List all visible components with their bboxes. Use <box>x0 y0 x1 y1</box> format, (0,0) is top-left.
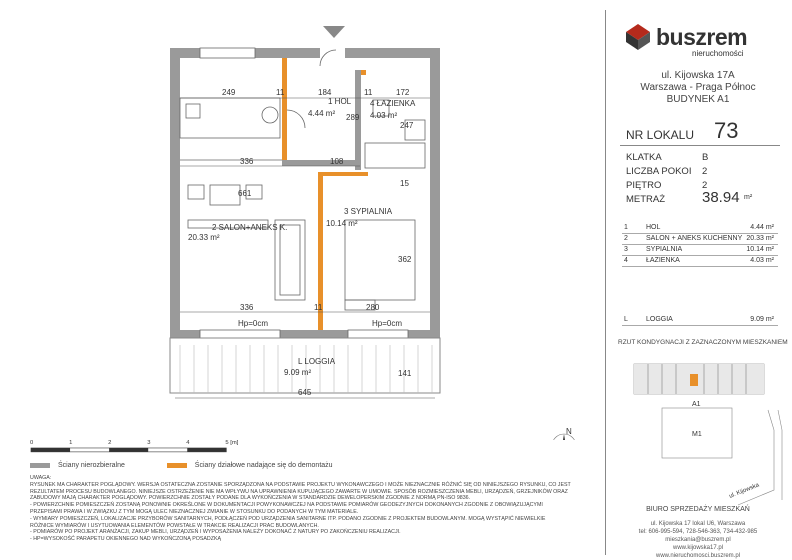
office-title: BIURO SPRZEDAŻY MIESZKAŃ <box>646 506 750 513</box>
address <box>612 70 784 106</box>
notes-line: - HP=WYSOKOŚĆ PARAPETU OKIENNEGO NAD WYKOŃCZONĄ POSADZKĄ <box>30 536 222 543</box>
dim-247: 247 <box>400 121 414 130</box>
room-area: 9.09 m² <box>750 316 774 323</box>
table-row-loggia <box>622 316 778 326</box>
office-web-1: www.kijowska17.pl <box>672 545 724 551</box>
office-email: mieszkania@buszrem.pl <box>665 537 731 543</box>
notes-line: RYSUNEK MA CHARAKTER POGLĄDOWY. WERSJA OSTATECZNA ZOSTANIE SPORZĄDZONA NA PODSTAWIE PROJEKTU WYKONAWCZEGO I MOŻE NIEZNACZNIE RÓŻNIĆ SIĘ OD NINIEJSZEGO RYSUNKU, CO JEST <box>30 481 571 488</box>
scale-tick-3: 3 <box>147 440 151 447</box>
scale-bar <box>30 436 240 458</box>
legend-swatch-gray <box>30 463 50 468</box>
dim-336a: 336 <box>240 157 254 166</box>
dim-645: 645 <box>298 388 312 397</box>
brand-sub: nieruchomości <box>692 49 744 58</box>
label-sypialnia-area: 10.14 m² <box>326 219 358 228</box>
dim-172: 172 <box>396 88 410 97</box>
selected-unit-marker <box>690 374 698 386</box>
notes-line: PRZEPISAMI PRAWA I W ZWIĄZKU Z TYM MOGĄ ULEC NIEZNACZNEJ ZMIANIE W STOSUNKU DO PODANYCH W TYM MATERIALE. <box>30 508 359 515</box>
dim-15: 15 <box>400 179 409 188</box>
table-row <box>622 257 778 267</box>
compass-label: N <box>566 427 572 436</box>
room-name: ŁAZIENKA <box>646 257 680 264</box>
legend-swatch-orange <box>167 463 187 468</box>
dim-289: 289 <box>346 113 360 122</box>
notes-line: RÓŻNICE WYMIARÓW I USYTUOWANIA ELEMENTÓW POWSTAŁE W TRAKCIE REALIZACJI PRAC BUDOWLANYCH. <box>30 522 319 529</box>
dim-661: 661 <box>238 189 252 198</box>
brand-name: buszrem <box>656 24 748 50</box>
info-label: METRAŻ <box>626 194 666 205</box>
compass-icon <box>552 427 576 440</box>
room-number: L <box>624 316 628 323</box>
room-area: 20.33 m² <box>746 235 774 242</box>
room-number: 1 <box>624 224 628 231</box>
entrance-arrow-icon <box>323 26 345 38</box>
notes-line: - WYMIARY POMIESZCZEŃ, LOKALIZACJE PRZYBORÓW SANITARNYCH, PODŁĄCZEŃ POD URZĄDZENIA SANITARNE ITP. PODANO ZGODNIE Z PROJEKTEM BUDOWLANYM. MOGĄ WYSTĄPIĆ NIEWIELKIE <box>30 515 546 522</box>
label-loggia-area: 9.09 m² <box>284 368 312 377</box>
info-unit: m² <box>744 194 753 201</box>
floor-overview-a1: A1 <box>692 401 701 408</box>
scale-tick-1: 1 <box>69 440 73 447</box>
table-row <box>622 224 778 234</box>
office-address: ul. Kijowska 17 lokal U6, Warszawa <box>650 521 746 527</box>
notes-title: UWAGA: <box>30 475 52 481</box>
scale-tick-2: 2 <box>108 440 112 447</box>
info-label: LICZBA POKOI <box>626 166 692 177</box>
unit-number-label: NR LOKALU <box>626 128 695 142</box>
room-number: 4 <box>624 257 628 264</box>
floor-overview-title: RZUT KONDYGNACJI Z ZAZNACZONYM MIESZKANIEM <box>618 339 788 346</box>
info-value: 38.94 <box>702 189 740 206</box>
legend-item-1: Ściany nierozbieralne <box>57 462 125 469</box>
dim-108: 108 <box>330 157 344 166</box>
room-name: LOGGIA <box>646 316 673 323</box>
notes <box>30 475 585 543</box>
dim-11b: 11 <box>364 88 373 97</box>
room-number: 2 <box>624 235 628 242</box>
info-value: 2 <box>702 166 708 177</box>
label-hol: 1 HOL <box>328 97 352 106</box>
label-hp-left: Hp=0cm <box>238 319 269 328</box>
room-area: 4.03 m² <box>750 257 774 264</box>
notes-line: ZABUDOWY MAJĄ CHARAKTER POGLĄDOWY. POWIERZCHNIE ZOSTAŁY PODANE DLA WYKOŃCZENIA W STANDARDZIE DEWELOPERSKIM ZGODNIE Z NORMĄ PN-ISO 9836. <box>30 495 471 502</box>
furniture <box>180 50 425 310</box>
dim-11a: 11 <box>276 88 285 97</box>
address-line-2: Warszawa - Praga Północ <box>640 82 756 93</box>
scale-tick-5: 5 [m] <box>225 440 239 447</box>
room-name: HOL <box>646 224 661 231</box>
dim-362: 362 <box>398 255 412 264</box>
room-area: 10.14 m² <box>746 246 774 253</box>
table-row <box>622 246 778 256</box>
label-hol-area: 4.44 m² <box>308 109 336 118</box>
dim-141: 141 <box>398 369 412 378</box>
room-name: SYPIALNIA <box>646 246 683 253</box>
room-name: SALON + ANEKS KUCHENNY <box>646 235 743 242</box>
dim-280: 280 <box>366 303 380 312</box>
label-salon-area: 20.33 m² <box>188 233 220 242</box>
unit-number-value: 73 <box>714 118 739 143</box>
unit-number <box>620 120 780 146</box>
room-area: 4.44 m² <box>750 224 774 231</box>
floor-overview-street: ul. Kijowska <box>728 482 761 500</box>
room-number: 3 <box>624 246 628 253</box>
label-loggia: L LOGGIA <box>298 357 336 366</box>
label-salon: 2 SALON+ANEKS K. <box>212 223 288 232</box>
notes-line: REZULTATEM PROCESU BUDOWLANEGO. NINIEJSZE OSTRZEŻENIE NIE MA WPŁYWU NA UPRAWNIENIA KUPUJĄCEGO ZAWARTE W UMOWIE. SPOSÓB ROZMIESZCZENIA MEBLI, URZĄDZEŃ, GRZEJNIKÓW ORAZ <box>30 488 568 495</box>
floor-overview <box>618 339 788 512</box>
scale-tick-0: 0 <box>30 440 34 447</box>
label-hp-right: Hp=0cm <box>372 319 403 328</box>
address-line-1: ul. Kijowska 17A <box>661 70 735 81</box>
dim-184: 184 <box>318 88 332 97</box>
floor-overview-map <box>618 350 784 510</box>
scale-tick-4: 4 <box>186 440 190 447</box>
legend <box>30 462 333 469</box>
dim-11c: 11 <box>314 303 323 312</box>
address-line-3: BUDYNEK A1 <box>666 94 730 105</box>
label-sypialnia: 3 SYPIALNIA <box>344 207 393 216</box>
office-phone: tel: 606-995-594, 728-546-363, 734-432-985 <box>638 529 758 535</box>
table-row <box>622 235 778 245</box>
notes-line: - POMIARÓW PO PROJEKT ARANŻACJI, ZAKUP MEBLI, URZĄDZEŃ I WYPOSAŻENIA NALEŻY DOKONAĆ Z NATURY PO ZAKOŃCZENIU REALIZACJI. <box>30 529 401 536</box>
label-lazienka: 4 ŁAZIENKA <box>370 99 416 108</box>
dim-336b: 336 <box>240 303 254 312</box>
label-lazienka-area: 4.03 m² <box>370 111 398 120</box>
legend-item-2: Ściany działowe nadające się do demontażu <box>194 462 333 469</box>
info-value: 2 <box>702 180 708 191</box>
brand-logo <box>622 22 782 62</box>
notes-line: - POWIERZCHNIE POMIESZCZEŃ ZOSTANĄ PONOWNIE OKREŚLONE W DOKUMENTACJI POWYKONAWCZEJ NA PODSTAWIE POMIARÓW GEODEZYJNYCH DOKONANYCH ZGODNIE Z OBOWIĄZUJĄCYMI <box>30 502 543 509</box>
info-value: B <box>702 152 709 163</box>
logo-icon <box>622 22 654 52</box>
info-label: PIĘTRO <box>626 180 662 191</box>
info-label: KLATKA <box>626 152 662 163</box>
office-info <box>612 520 784 560</box>
floor-overview-m1: M1 <box>692 431 702 438</box>
dim-249: 249 <box>222 88 236 97</box>
office-web-2: www.nieruchomosci.buszrem.pl <box>655 553 741 559</box>
